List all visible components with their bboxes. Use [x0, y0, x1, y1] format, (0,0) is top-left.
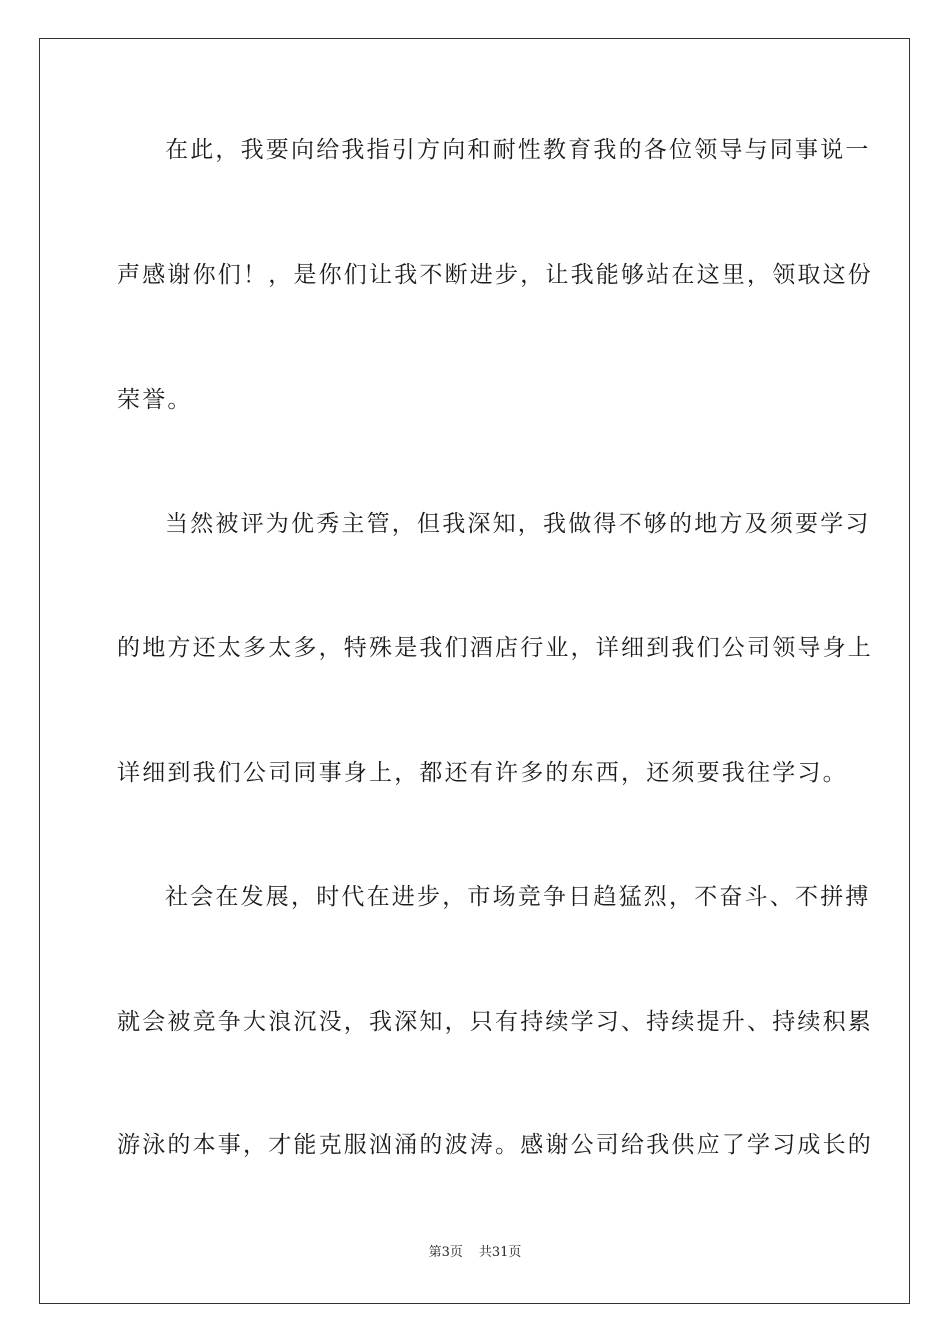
paragraph-2-line-1: 当然被评为优秀主管，但我深知，我做得不够的地方及须要学习: [165, 511, 871, 537]
paragraph-3-line-1: 社会在发展，时代在进步，市场竞争日趋猛烈，不奋斗、不拼搏: [165, 884, 871, 910]
paragraph-1-line-3: 荣誉。: [117, 387, 193, 413]
paragraph-2-line-3: 详细到我们公司同事身上，都还有许多的东西，还须要我往学习。: [117, 760, 848, 786]
page-number: 第3页: [428, 1245, 463, 1260]
page-border: [39, 38, 910, 1304]
paragraph-1-line-2: 声感谢你们！，是你们让我不断进步，让我能够站在这里，领取这份: [117, 262, 873, 288]
paragraph-3-line-2: 就会被竞争大浪沉没，我深知，只有持续学习、持续提升、持续积累: [117, 1009, 873, 1035]
page-footer: [0, 1244, 950, 1262]
paragraph-3-line-3: 游泳的本事，才能克服汹涌的波涛。感谢公司给我供应了学习成长的: [117, 1132, 873, 1158]
paragraph-2-line-2: 的地方还太多太多，特殊是我们酒店行业，详细到我们公司领导身上: [117, 635, 873, 661]
paragraph-1-line-1: 在此，我要向给我指引方向和耐性教育我的各位领导与同事说一: [165, 137, 871, 163]
page-total: 共31页: [478, 1245, 522, 1260]
